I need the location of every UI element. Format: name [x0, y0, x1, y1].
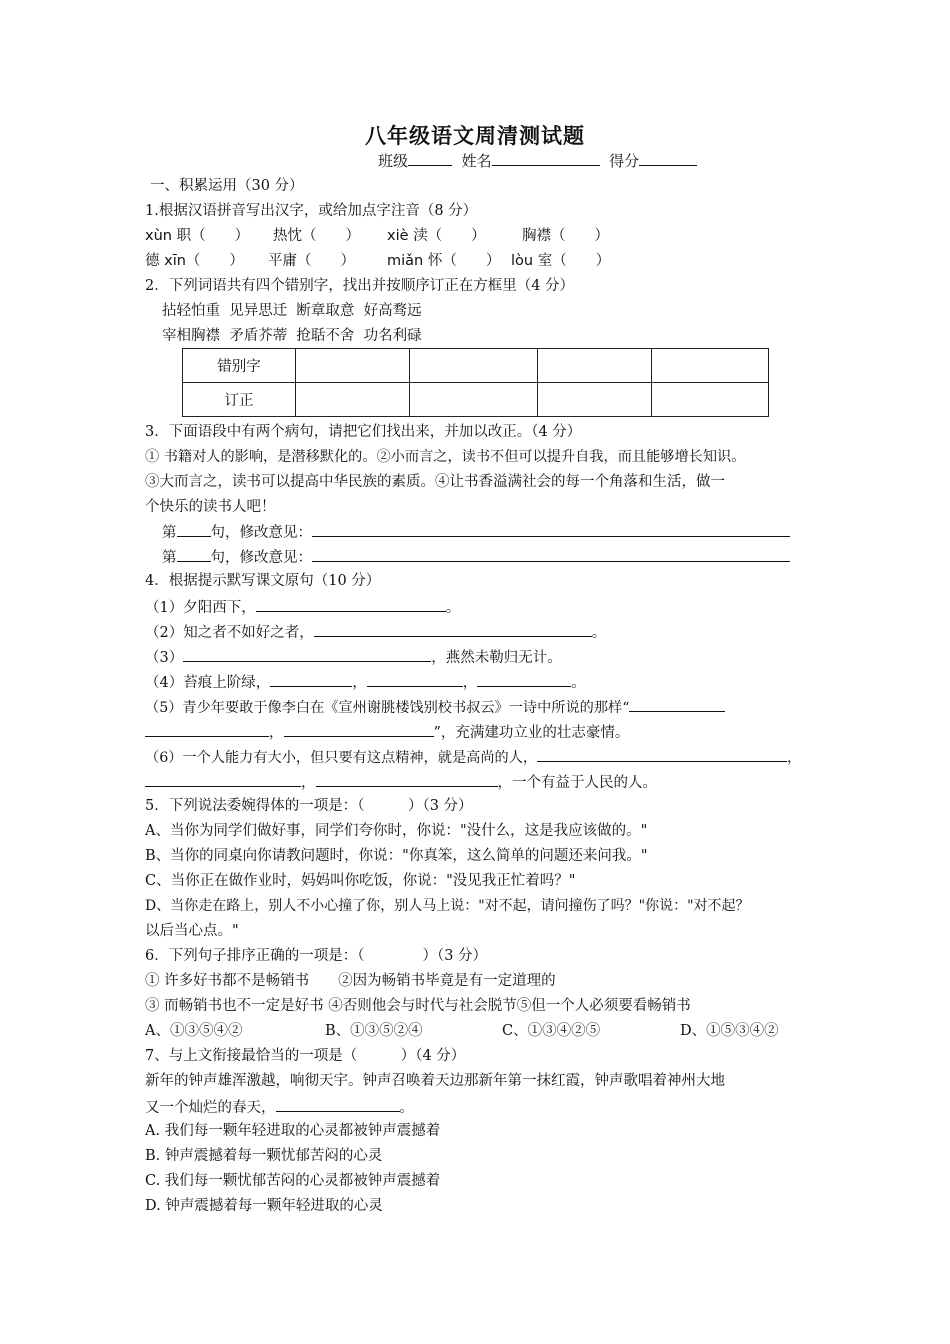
- q2-stem: 2．下列词语共有四个错别字，找出并按顺序订正在方框里（4 分）: [145, 278, 575, 294]
- q4-item: [145, 596, 460, 618]
- fill-blank[interactable]: [256, 596, 446, 612]
- q7-stem: 7、与上文衔接最恰当的一项是（ ）（4 分）: [145, 1048, 466, 1064]
- q4-item: [145, 671, 586, 693]
- q7-option-d: D. 钟声震撼着每一颗年轻进取的心灵: [145, 1198, 383, 1214]
- prompt-text: ”，充满建功立业的壮志豪情。: [433, 725, 630, 741]
- answer-prefix: 第: [162, 525, 177, 541]
- name-label: 姓名: [461, 152, 492, 170]
- table-row-label: 订正: [183, 383, 296, 417]
- q6-option: D、①⑤③④②: [680, 1023, 779, 1039]
- answer-cell[interactable]: [538, 349, 652, 383]
- prompt-text: ，: [269, 725, 284, 741]
- fill-blank[interactable]: [477, 671, 571, 687]
- q3-passage: ① 书籍对人的影响，是潜移默化的。②小而言之，读书不但可以提升自我，而且能够增长知识。: [145, 449, 746, 465]
- prompt-text: ，: [787, 750, 802, 766]
- fill-blank[interactable]: [537, 746, 787, 762]
- q7-option-c: C. 我们每一颗忧郁苦闷的心灵都被钟声震撼着: [145, 1173, 441, 1189]
- section-heading: 一、积累运用（30 分）: [150, 178, 304, 194]
- q6-sentences: ③ 而畅销书也不一定是好书 ④否则他会与时代与社会脱节⑤但一个人必须要看畅销书: [145, 998, 691, 1014]
- prompt-text: ，: [301, 775, 316, 791]
- prompt-text: （3）: [145, 650, 184, 666]
- prompt-text: ，: [352, 675, 367, 691]
- prompt-text: 。: [399, 1100, 414, 1116]
- answer-label: 句，修改意见：: [210, 525, 312, 541]
- q5-option-d: D、当你走在路上，别人不小心撞了你，别人马上说："对不起，请问撞伤了吗？"你说："对不起？: [145, 898, 750, 914]
- table-row: [183, 349, 769, 383]
- class-blank[interactable]: [408, 150, 452, 166]
- name-blank[interactable]: [492, 150, 600, 166]
- prompt-text: （5）青少年要敢于像李白在《宣州谢朓楼饯别校书叔云》一诗中所说的那样“: [145, 700, 630, 716]
- score-label: 得分: [609, 152, 640, 170]
- q3-answer-line: [162, 521, 790, 543]
- q1-item: 平庸（ ）: [268, 253, 355, 269]
- q4-item: [145, 646, 562, 668]
- q6-option: C、①③④②⑤: [502, 1023, 601, 1039]
- fill-blank[interactable]: [629, 696, 725, 712]
- q5-option-a: A、当你为同学们做好事，同学们夸你时，你说："没什么，这是我应该做的。": [145, 823, 648, 839]
- table-row-label: 错别字: [183, 349, 296, 383]
- q7-option-b: B. 钟声震撼着每一颗忧郁苦闷的心灵: [145, 1148, 383, 1164]
- q1-item: xiè 渎（ ）: [387, 228, 486, 244]
- sentence-number-blank[interactable]: [177, 546, 211, 562]
- prompt-text: （1）夕阳西下，: [145, 600, 256, 616]
- class-label: 班级: [378, 152, 409, 170]
- fill-blank[interactable]: [183, 646, 431, 662]
- prompt-text: 。: [445, 600, 461, 616]
- q1-item: xùn 职（ ）: [145, 228, 250, 244]
- correction-table: [182, 348, 769, 417]
- prompt-text: ，: [462, 675, 478, 691]
- q1-item: 胸襟（ ）: [522, 228, 609, 244]
- fill-blank[interactable]: [145, 721, 269, 737]
- q1-item: lòu 室（ ）: [511, 253, 611, 269]
- q4-item: [145, 746, 801, 768]
- q6-stem: 6．下列句子排序正确的一项是：（ ）（3 分）: [145, 948, 488, 964]
- prompt-text: （6）一个人能力有大小，但只要有这点精神，就是高尚的人，: [145, 750, 538, 766]
- fill-blank[interactable]: [270, 671, 352, 687]
- answer-cell[interactable]: [652, 383, 769, 417]
- q3-passage: 个快乐的读书人吧！: [145, 499, 276, 515]
- prompt-text: （4）苔痕上阶绿，: [145, 675, 271, 691]
- answer-cell[interactable]: [652, 349, 769, 383]
- q3-passage: ③大而言之，读书可以提高中华民族的素质。④让书香溢满社会的每一个角落和生活，做一: [145, 474, 725, 490]
- fill-blank[interactable]: [367, 671, 463, 687]
- q6-option: A、①③⑤④②: [145, 1023, 243, 1039]
- revision-blank[interactable]: [312, 521, 790, 537]
- q6-option: B、①③⑤②④: [325, 1023, 423, 1039]
- prompt-text: ，燕然未勒归无计。: [431, 650, 562, 666]
- q1-stem: 1.根据汉语拼音写出汉字，或给加点字注音（8 分）: [145, 203, 478, 219]
- prompt-text: 。: [591, 625, 607, 641]
- revision-blank[interactable]: [312, 546, 790, 562]
- page-title: 八年级语文周清测试题: [365, 123, 585, 148]
- fill-blank[interactable]: [316, 771, 498, 787]
- q4-item: [145, 771, 657, 793]
- answer-cell[interactable]: [296, 349, 410, 383]
- fill-blank[interactable]: [314, 621, 592, 637]
- q4-item: [145, 621, 606, 643]
- q3-stem: 3．下面语段中有两个病句，请把它们找出来，并加以改正。（4 分）: [145, 424, 582, 440]
- q6-sentences: ① 许多好书都不是畅销书 ②因为畅销书毕竟是有一定道理的: [145, 973, 556, 989]
- fill-blank[interactable]: [276, 1096, 400, 1112]
- q5-option-d-cont: 以后当心点。": [145, 923, 239, 939]
- q1-item: 德 xīn（ ）: [145, 253, 244, 269]
- q7-passage: [145, 1096, 414, 1118]
- q2-words: 拈轻怕重 见异思迁 断章取意 好高骛远: [162, 303, 422, 319]
- q5-option-b: B、当你的同桌向你请教问题时，你说："你真笨，这么简单的问题还来问我。": [145, 848, 648, 864]
- q5-stem: 5．下列说法委婉得体的一项是：（ ）（3 分）: [145, 798, 473, 814]
- answer-cell[interactable]: [538, 383, 652, 417]
- answer-cell[interactable]: [296, 383, 410, 417]
- answer-cell[interactable]: [410, 349, 538, 383]
- score-blank[interactable]: [639, 150, 697, 166]
- fill-blank[interactable]: [284, 721, 434, 737]
- answer-cell[interactable]: [410, 383, 538, 417]
- answer-prefix: 第: [162, 550, 177, 566]
- prompt-text: ，一个有益于人民的人。: [497, 775, 657, 791]
- q1-item: miǎn 怀（ ）: [387, 253, 501, 269]
- q7-passage: 新年的钟声雄浑激越，响彻天宇。钟声召唤着天边那新年第一抹红霞，钟声歌唱着神州大地: [145, 1073, 725, 1089]
- fill-blank[interactable]: [145, 771, 301, 787]
- q3-answer-line: [162, 546, 790, 568]
- q4-stem: 4．根据提示默写课文原句（10 分）: [145, 573, 381, 589]
- prompt-text: 又一个灿烂的春天，: [145, 1100, 276, 1116]
- q2-words: 宰相胸襟 矛盾芥蒂 抢聒不舍 功名利碌: [162, 328, 422, 344]
- q1-item: 热忱（ ）: [273, 228, 360, 244]
- prompt-text: 。: [571, 675, 586, 691]
- sentence-number-blank[interactable]: [177, 521, 211, 537]
- table-row: [183, 383, 769, 417]
- q5-option-c: C、当你正在做作业时，妈妈叫你吃饭，你说："没见我正忙着吗？": [145, 873, 576, 889]
- q7-option-a: A. 我们每一颗年轻进取的心灵都被钟声震撼着: [145, 1123, 441, 1139]
- q4-item: [145, 696, 725, 718]
- student-info-line: [378, 150, 697, 171]
- q4-item: [145, 721, 629, 743]
- answer-label: 句，修改意见：: [210, 550, 312, 566]
- prompt-text: （2）知之者不如好之者，: [145, 625, 314, 641]
